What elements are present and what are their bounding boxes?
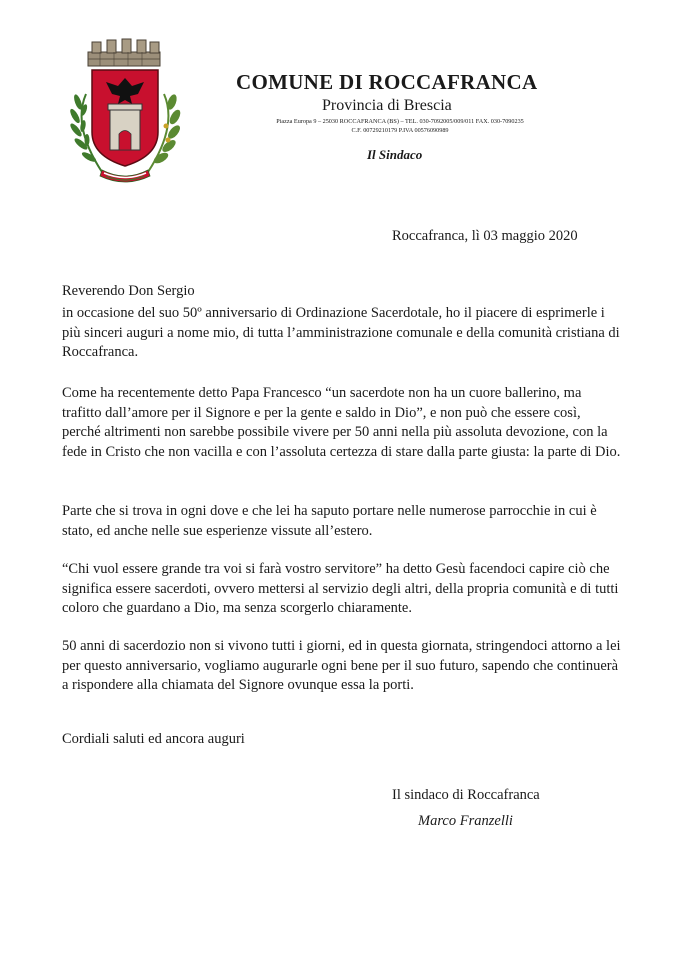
signer-title: Il sindaco di Roccafranca: [392, 787, 540, 803]
province-subtitle: Provincia di Brescia: [322, 97, 452, 114]
letter-date: Roccafranca, lì 03 maggio 2020: [392, 228, 578, 244]
mural-crown-icon: [88, 39, 160, 66]
signer-name: Marco Franzelli: [418, 813, 513, 829]
paragraph-5: 50 anni di sacerdozio non si vivono tutti i giorni, ed in questa giornata, stringendoci attorno a lei per questo anniversario, vogliamo augurarle ogni bene per il suo futuro, sapendo che continuerà a rispondere alla chiamata del Signore ovunque essa la porti.: [62, 638, 621, 693]
tower-icon: [108, 104, 142, 150]
paragraph-1: in occasione del suo 50º anniversario di Ordinazione Sacerdotale, ho il piacere di esprimerle i più sinceri auguri a nome mio, di tutta l’amministrazione comunale e della comunità cristiana di Roccafranca.: [62, 305, 620, 360]
coat-of-arms-icon: [62, 30, 188, 190]
paragraph-3: Parte che si trova in ogni dove e che lei ha saputo portare nelle numerose parrocchie in cui è stato, ed anche nelle sue esperienze vissute all’estero.: [62, 503, 597, 539]
paragraph-2: Come ha recentemente detto Papa Francesco “un sacerdote non ha un cuore ballerino, ma trafitto dall’amore per il Signore e per la gente e saldo in Dio”, e non può che essere così, perché altrimenti non sarebbe possibile vivere per 50 anni nella più assoluta devozione, con la fede in Cristo che non vacilla e con l’assoluta certezza di stare dalla parte giusta: la parte di Dio.: [62, 385, 621, 460]
closing-line: Cordiali saluti ed ancora auguri: [62, 731, 245, 747]
fiscal-line: C.F. 00729210179 P.IVA 00576090989: [351, 127, 449, 134]
paragraph-4: “Chi vuol essere grande tra voi si farà vostro servitore” ha detto Gesù facendoci capire ciò che significa essere sacerdoti, ovvero mettersi al servizio degli altri, della propria comunità e di tutti coloro che guardano a Dio, ma senza scorgerlo chiaramente.: [62, 561, 619, 616]
salutation: Reverendo Don Sergio: [62, 283, 195, 299]
ribbon-icon: [100, 170, 150, 182]
address-line: Piazza Europa 9 – 25030 ROCCAFRANCA (BS) – TEL. 030-7092005/009/011 FAX. 030-7090235: [276, 118, 524, 125]
municipality-title: COMUNE DI ROCCAFRANCA: [236, 70, 538, 94]
office-role: Il Sindaco: [367, 147, 423, 162]
